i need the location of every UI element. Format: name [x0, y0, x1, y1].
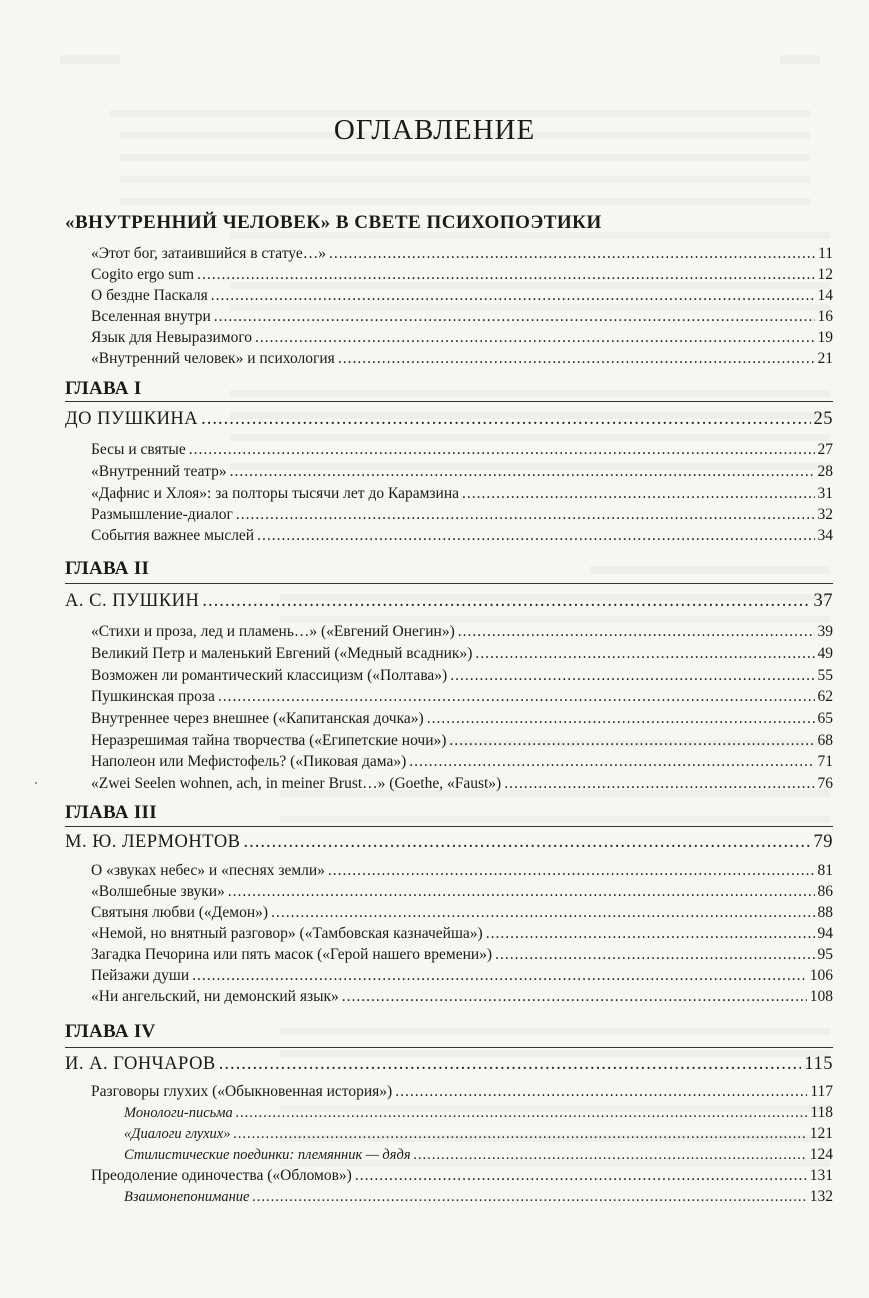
chapter-rule [65, 826, 833, 827]
dot-leader [271, 902, 814, 923]
toc-subentry[interactable]: Взаимонепонимание ..... 132 [124, 1186, 833, 1208]
dot-leader [395, 1081, 807, 1102]
toc-subentry[interactable]: Монологи-письма ..... 118 [124, 1102, 833, 1124]
toc-entry[interactable]: Возможен ли романтический классицизм («Полтава») ..... 55 [91, 665, 833, 686]
dot-leader [211, 285, 815, 306]
dot-leader [189, 439, 815, 460]
dot-leader [475, 643, 814, 664]
toc-subentry[interactable]: «Диалоги глухих» ..... 121 [124, 1123, 833, 1145]
dot-leader [414, 1145, 807, 1166]
dot-leader [257, 525, 814, 546]
dot-leader [228, 881, 815, 902]
dot-leader [252, 1187, 806, 1208]
dot-leader [355, 1165, 807, 1186]
toc-entry[interactable]: Преодоление одиночества («Обломов») ..... 131 [91, 1165, 833, 1186]
toc-entry[interactable]: «Этот бог, затаившийся в статуе…» ..... 11 [91, 243, 833, 264]
toc-entry[interactable]: Загадка Печорина или пять масок («Герой нашего времени») ..... 95 [91, 944, 833, 965]
dot-leader [462, 483, 815, 504]
toc-entry[interactable]: «Волшебные звуки» ..... 86 [91, 881, 833, 902]
toc-entry[interactable]: «Zwei Seelen wohnen, ach, in meiner Brust…» (Goethe, «Faust») ..... 76 [91, 773, 833, 794]
toc-entry[interactable]: «Внутренний человек» и психология ..... 21 [91, 348, 833, 369]
dot-leader [504, 773, 814, 794]
author-entry[interactable]: И. А. ГОНЧАРОВ ..... 115 [65, 1054, 833, 1075]
dot-leader [202, 591, 810, 612]
author-entry[interactable]: А. С. ПУШКИН ..... 37 [65, 591, 833, 612]
toc-entry[interactable]: «Дафнис и Хлоя»: за полторы тысячи лет до Карамзина ..... 31 [91, 483, 833, 504]
chapter-rule [65, 1047, 833, 1048]
toc-entry[interactable]: «Внутренний театр» ..... 28 [91, 461, 833, 482]
page-title: ОГЛАВЛЕНИЕ [333, 114, 536, 146]
toc-entry[interactable]: «Немой, но внятный разговор» («Тамбовская казначейша») ..... 94 [91, 923, 833, 944]
dot-leader [255, 327, 814, 348]
dot-leader [329, 243, 815, 264]
toc-entry[interactable]: Язык для Невыразимого ..... 19 [91, 327, 833, 348]
toc-entry[interactable]: Размышление-диалог ..... 32 [91, 504, 833, 525]
toc-entry[interactable]: «Ни ангельский, ни демонский язык» ..... 108 [91, 986, 833, 1007]
dot-leader [495, 944, 814, 965]
dot-leader [236, 504, 815, 525]
toc-entry[interactable]: Пейзажи души ..... 106 [91, 965, 833, 986]
dot-leader [219, 1054, 802, 1075]
chapter-heading: ГЛАВА II [65, 558, 150, 579]
toc-entry[interactable]: Великий Петр и маленький Евгений («Медный всадник») ..... 49 [91, 643, 833, 664]
chapter-heading: ГЛАВА III [65, 802, 157, 823]
margin-speck [35, 782, 37, 784]
toc-entry[interactable]: Пушкинская проза ..... 62 [91, 686, 833, 707]
toc-entry[interactable]: События важнее мыслей ..... 34 [91, 525, 833, 546]
dot-leader [328, 860, 815, 881]
author-entry[interactable]: ДО ПУШКИНА ..... 25 [65, 409, 833, 430]
dot-leader [409, 751, 814, 772]
dot-leader [192, 965, 807, 986]
toc-entry[interactable]: О «звуках небес» и «песнях земли» ..... 81 [91, 860, 833, 881]
toc-entry[interactable]: Святыня любви («Демон») ..... 88 [91, 902, 833, 923]
dot-leader [342, 986, 807, 1007]
section-heading: «ВНУТРЕННИЙ ЧЕЛОВЕК» В СВЕТЕ ПСИХОПОЭТИКИ [65, 212, 602, 233]
toc-entry[interactable]: О бездне Паскаля ..... 14 [91, 285, 833, 306]
dot-leader [230, 461, 815, 482]
dot-leader [338, 348, 815, 369]
chapter-heading: ГЛАВА IV [65, 1021, 156, 1042]
dot-leader [197, 264, 814, 285]
dot-leader [201, 409, 810, 430]
toc-subentry[interactable]: Стилистические поединки: племянник — дядя ..... 124 [124, 1144, 833, 1166]
dot-leader [214, 306, 815, 327]
toc-entry[interactable]: Разговоры глухих («Обыкновенная история») ..... 117 [91, 1081, 833, 1102]
dot-leader [486, 923, 815, 944]
chapter-rule [65, 583, 833, 584]
dot-leader [427, 708, 815, 729]
toc-entry[interactable]: Бесы и святые ..... 27 [91, 439, 833, 460]
toc-entry[interactable]: Cogito ergo sum ..... 12 [91, 264, 833, 285]
chapter-heading: ГЛАВА I [65, 378, 142, 399]
toc-entry[interactable]: Наполеон или Мефистофель? («Пиковая дама») ..... 71 [91, 751, 833, 772]
dot-leader [450, 665, 814, 686]
dot-leader [233, 1124, 806, 1145]
toc-entry[interactable]: Неразрешимая тайна творчества («Египетские ночи») ..... 68 [91, 730, 833, 751]
toc-entry[interactable]: Внутреннее через внешнее («Капитанская дочка») ..... 65 [91, 708, 833, 729]
toc-entry[interactable]: «Стихи и проза, лед и пламень…» («Евгений Онегин») ..... 39 [91, 621, 833, 642]
author-entry[interactable]: М. Ю. ЛЕРМОНТОВ ..... 79 [65, 832, 833, 853]
chapter-rule [65, 401, 833, 402]
dot-leader [449, 730, 814, 751]
dot-leader [218, 686, 815, 707]
dot-leader [244, 832, 811, 853]
toc-entry[interactable]: Вселенная внутри ..... 16 [91, 306, 833, 327]
dot-leader [236, 1103, 808, 1124]
dot-leader [458, 621, 815, 642]
